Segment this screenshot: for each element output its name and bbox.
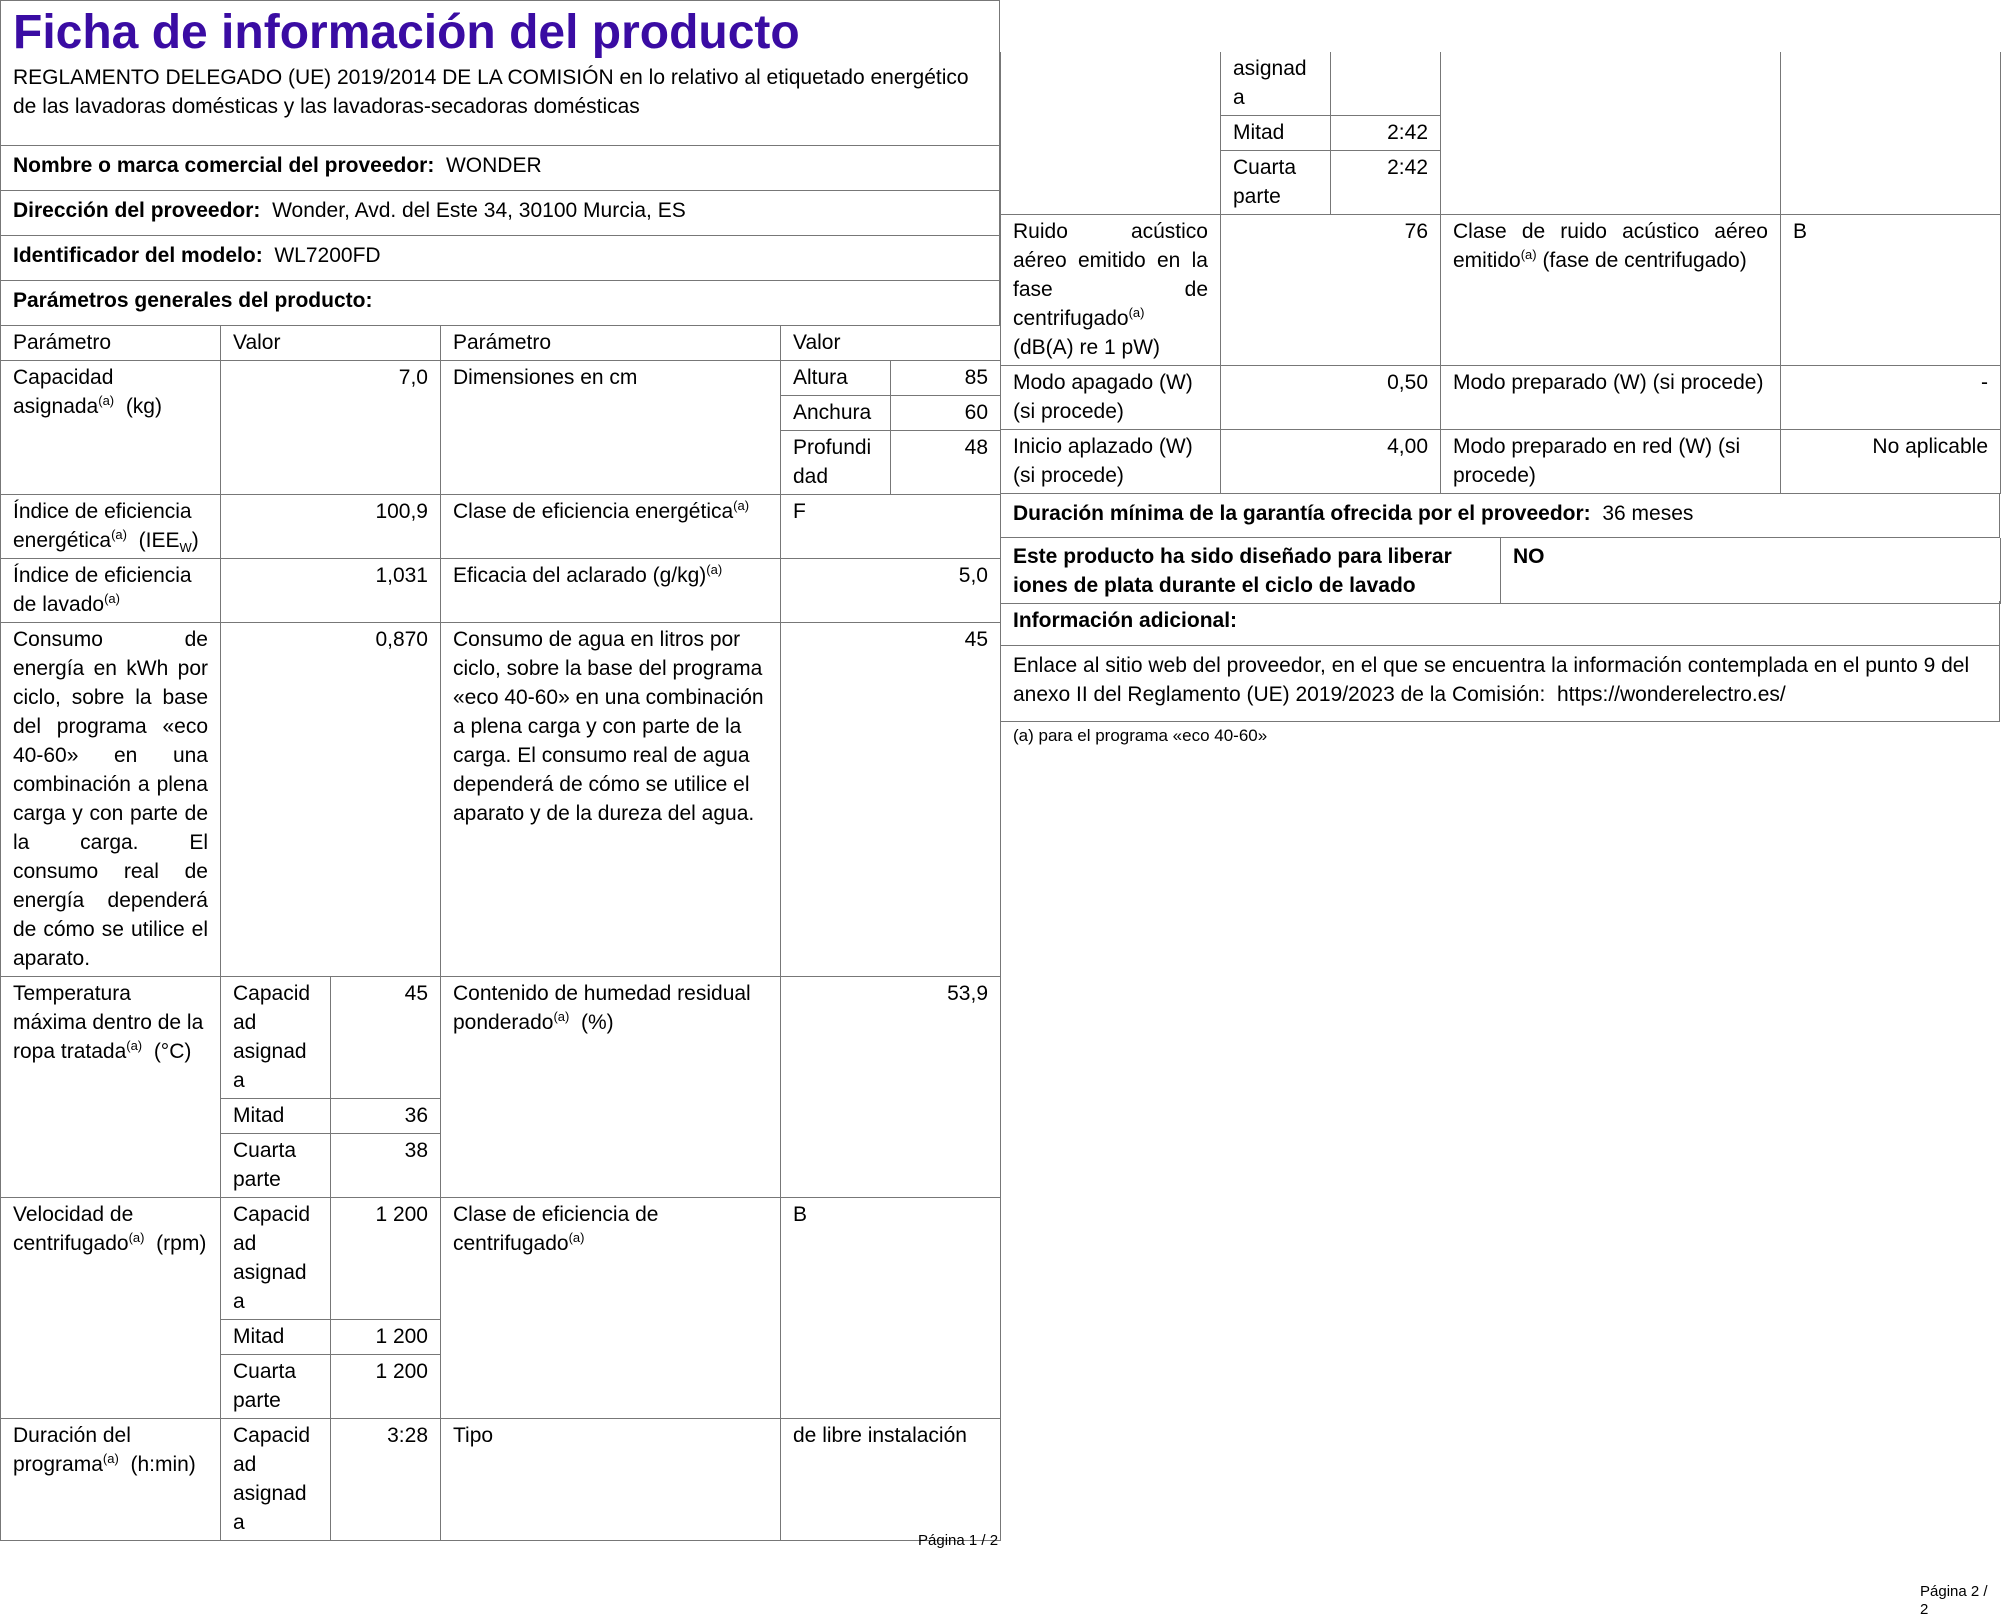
additional-info-heading: Información adicional: [1000, 601, 2000, 646]
eei-value: 100,9 [221, 495, 441, 559]
washing-value: 1,031 [221, 559, 441, 623]
delay-start-value: 4,00 [1221, 430, 1441, 494]
page-number-2: Página 2 / 2 [1920, 1583, 1988, 1618]
duration-half-label: Mitad [1221, 116, 1331, 151]
depth-label: Profundidad [781, 431, 891, 495]
temp-half-value: 36 [331, 1099, 441, 1134]
temp-half-label: Mitad [221, 1099, 331, 1134]
depth-value: 48 [891, 431, 1001, 495]
noise-unit: (dB(A) re 1 pW) [1013, 336, 1161, 359]
eei-label: Índice de eficiencia energética [13, 500, 192, 552]
model-row [0, 236, 1000, 281]
width-value: 60 [891, 396, 1001, 431]
footnote-marker: (a) [111, 527, 127, 542]
temp-quarter-value: 38 [331, 1134, 441, 1198]
header-value-1: Valor [221, 326, 441, 361]
address-label: Dirección del proveedor: [13, 199, 261, 222]
rinsing-label: Eficacia del aclarado (g/kg) [453, 564, 707, 587]
supplier-label: Nombre o marca comercial del proveedor: [13, 154, 435, 177]
water-consumption-label: Consumo de agua en litros por ciclo, sobre la base del programa «eco 40-60» en una combinación a plena carga y con parte de la carga. El consumo real de agua dependerá de cómo se utilice el aparato y de la dureza del agua. [441, 623, 781, 977]
table-row [1001, 430, 2001, 494]
spin-rated-value: 1 200 [331, 1198, 441, 1320]
duration-rated-value: 3:28 [331, 1419, 441, 1541]
type-label: Tipo [441, 1419, 781, 1541]
table-header-row [1, 326, 1001, 361]
spin-label-cell [1, 1198, 221, 1419]
parameters-table [0, 325, 1001, 1541]
noise-label-cell [1001, 215, 1221, 366]
capacity-label-cell [1, 361, 221, 495]
noise-label: Ruido acústico aéreo emitido en la fase de centrifugado [1013, 220, 1208, 330]
page-number-1: Página 1 / 2 [918, 1532, 999, 1549]
duration-half-value: 2:42 [1331, 116, 1441, 151]
delay-start-label: Inicio aplazado (W) (si procede) [1001, 430, 1221, 494]
water-consumption-value: 45 [781, 623, 1001, 977]
spin-class-label-cell [441, 1198, 781, 1419]
duration-cont-rated-value [1331, 52, 1441, 116]
moisture-unit: (%) [581, 1011, 614, 1034]
warranty-label: Duración mínima de la garantía ofrecida por el proveedor: [1013, 502, 1591, 525]
silver-ions-table [1000, 538, 2001, 604]
capacity-unit: (kg) [125, 395, 162, 418]
spin-class-label: Clase de eficiencia de centrifugado [453, 1203, 659, 1255]
off-mode-label: Modo apagado (W) (si procede) [1001, 366, 1221, 430]
energy-consumption-value: 0,870 [221, 623, 441, 977]
energy-class-value: F [781, 495, 1001, 559]
supplier-value: WONDER [445, 154, 542, 177]
address-row [0, 191, 1000, 236]
eei-unit: (IEE [138, 529, 180, 552]
noise-class-label-cell [1441, 215, 1781, 366]
duration-label: Duración del programa [13, 1424, 131, 1476]
table-row [1, 1419, 1001, 1541]
footnote-marker: (a) [98, 393, 115, 408]
silver-ions-value: NO [1501, 538, 2001, 604]
footnote-marker: (a) [568, 1230, 585, 1245]
table-row [1, 495, 1001, 559]
type-cont-empty [1441, 52, 1781, 215]
spin-quarter-value: 1 200 [331, 1355, 441, 1419]
footnote-marker: (a) [102, 1451, 119, 1466]
spin-quarter-label: Cuarta parte [221, 1355, 331, 1419]
supplier-link-text: Enlace al sitio web del proveedor, en el que se encuentra la información contemplada en el punto 9 del anexo II del Reglamento (UE) 2019/2023 de la Comisión: [1013, 654, 1970, 706]
duration-quarter-label: Cuarta parte [1221, 151, 1331, 215]
supplier-link-url[interactable]: https://wonderelectro.es/ [1556, 683, 1786, 706]
footnote-marker: (a) [1128, 305, 1145, 320]
table-row [1001, 366, 2001, 430]
temp-rated-label: Capacidad asignada [221, 977, 331, 1099]
temp-rated-value: 45 [331, 977, 441, 1099]
supplier-row [0, 146, 1000, 191]
noise-class-label: Clase de ruido acústico aéreo emitido [1453, 220, 1768, 272]
off-mode-value: 0,50 [1221, 366, 1441, 430]
footnote-marker: (a) [733, 498, 750, 513]
page-1 [0, 0, 1000, 1600]
header-param-1: Parámetro [1, 326, 221, 361]
capacity-value: 7,0 [221, 361, 441, 495]
duration-cont-rated-label: asignada [1221, 52, 1331, 116]
temperature-label: Temperatura máxima dentro de la ropa tratada [13, 982, 204, 1063]
footnote-marker: (a) [706, 562, 723, 577]
temperature-unit: (°C) [153, 1040, 192, 1063]
network-standby-value: No aplicable [1781, 430, 2001, 494]
temperature-label-cell [1, 977, 221, 1198]
footnote-marker: (a) [553, 1009, 570, 1024]
standby-mode-value: - [1781, 366, 2001, 430]
duration-rated-label: Capacidad asignada [221, 1419, 331, 1541]
table-row [1, 559, 1001, 623]
standby-mode-label: Modo preparado (W) (si procede) [1441, 366, 1781, 430]
parameters-table-clip [0, 325, 1002, 1534]
spin-unit: (rpm) [156, 1232, 207, 1255]
spin-half-value: 1 200 [331, 1320, 441, 1355]
duration-unit: (h:min) [130, 1453, 196, 1476]
moisture-label-cell [441, 977, 781, 1198]
duration-quarter-value: 2:42 [1331, 151, 1441, 215]
energy-class-label-cell [441, 495, 781, 559]
model-value: WL7200FD [274, 244, 381, 267]
moisture-label: Contenido de humedad residual ponderado [453, 982, 751, 1034]
page-2 [1000, 0, 2000, 1618]
energy-class-label: Clase de eficiencia energética [453, 500, 734, 523]
warranty-value: 36 meses [1602, 502, 1694, 525]
height-value: 85 [891, 361, 1001, 396]
eei-subscript: W [179, 540, 192, 556]
address-value: Wonder, Avd. del Este 34, 30100 Murcia, ES [272, 199, 686, 222]
table-row [1, 623, 1001, 977]
table-row [1001, 215, 2001, 366]
supplier-link-row [1000, 646, 2000, 722]
noise-class-unit: (fase de centrifugado) [1542, 249, 1747, 272]
temp-quarter-label: Cuarta parte [221, 1134, 331, 1198]
silver-ions-label: Este producto ha sido diseñado para liberar iones de plata durante el ciclo de lavado [1001, 538, 1501, 604]
spin-label: Velocidad de centrifugado [13, 1203, 134, 1255]
footnote-marker: (a) [128, 1230, 145, 1245]
washing-label-cell [1, 559, 221, 623]
footnote-marker: (a) [1520, 247, 1537, 262]
network-standby-label: Modo preparado en red (W) (si procede) [1441, 430, 1781, 494]
eei-label-cell: Índice de eficiencia energética$^{(a)}$ $(IEE_W)$ [1, 495, 221, 559]
footnote-marker: (a) [104, 591, 120, 606]
moisture-value: 53,9 [781, 977, 1001, 1198]
washing-label: Índice de eficiencia de lavado [13, 564, 192, 616]
duration-continuation-table [1000, 52, 2001, 494]
general-parameters-heading: Parámetros generales del producto: [0, 281, 1000, 326]
header-value-2: Valor [781, 326, 1001, 361]
warranty-row [1000, 493, 2000, 538]
rinsing-value: 5,0 [781, 559, 1001, 623]
type-value: de libre instalación [781, 1419, 1001, 1541]
table-row [1, 361, 1001, 396]
capacity-label: Capacidad asignada [13, 366, 114, 418]
model-label: Identificador del modelo: [13, 244, 263, 267]
width-label: Anchura [781, 396, 891, 431]
noise-value: 76 [1221, 215, 1441, 366]
spin-half-label: Mitad [221, 1320, 331, 1355]
noise-class-value: B [1781, 215, 2001, 366]
regulation-text: REGLAMENTO DELEGADO (UE) 2019/2014 DE LA COMISIÓN en lo relativo al etiquetado energético de las lavadoras domésticas y las lavadoras-secadoras domésticas [0, 58, 1000, 146]
energy-consumption-label: Consumo de energía en kWh por ciclo, sobre la base del programa «eco 40-60» en una combinación a plena carga y con parte de la carga. El consumo real de energía dependerá de cómo se utilice el aparato. [1, 623, 221, 977]
table-row [1, 1198, 1001, 1320]
header-param-2: Parámetro [441, 326, 781, 361]
rinsing-label-cell [441, 559, 781, 623]
duration-label-cell [1, 1419, 221, 1541]
duration-cont-empty [1001, 52, 1221, 215]
table-row [1, 977, 1001, 1099]
table-row [1001, 52, 2001, 116]
height-label: Altura [781, 361, 891, 396]
type-value-cont-empty [1781, 52, 2001, 215]
spin-rated-label: Capacidad asignada [221, 1198, 331, 1320]
page-title: Ficha de información del producto [0, 0, 1000, 58]
dimensions-label: Dimensiones en cm [441, 361, 781, 495]
spin-class-value: B [781, 1198, 1001, 1419]
table-row [1001, 538, 2001, 604]
footnote: (a) para el programa «eco 40-60» [1013, 726, 1268, 745]
footnote-marker: (a) [126, 1038, 143, 1053]
